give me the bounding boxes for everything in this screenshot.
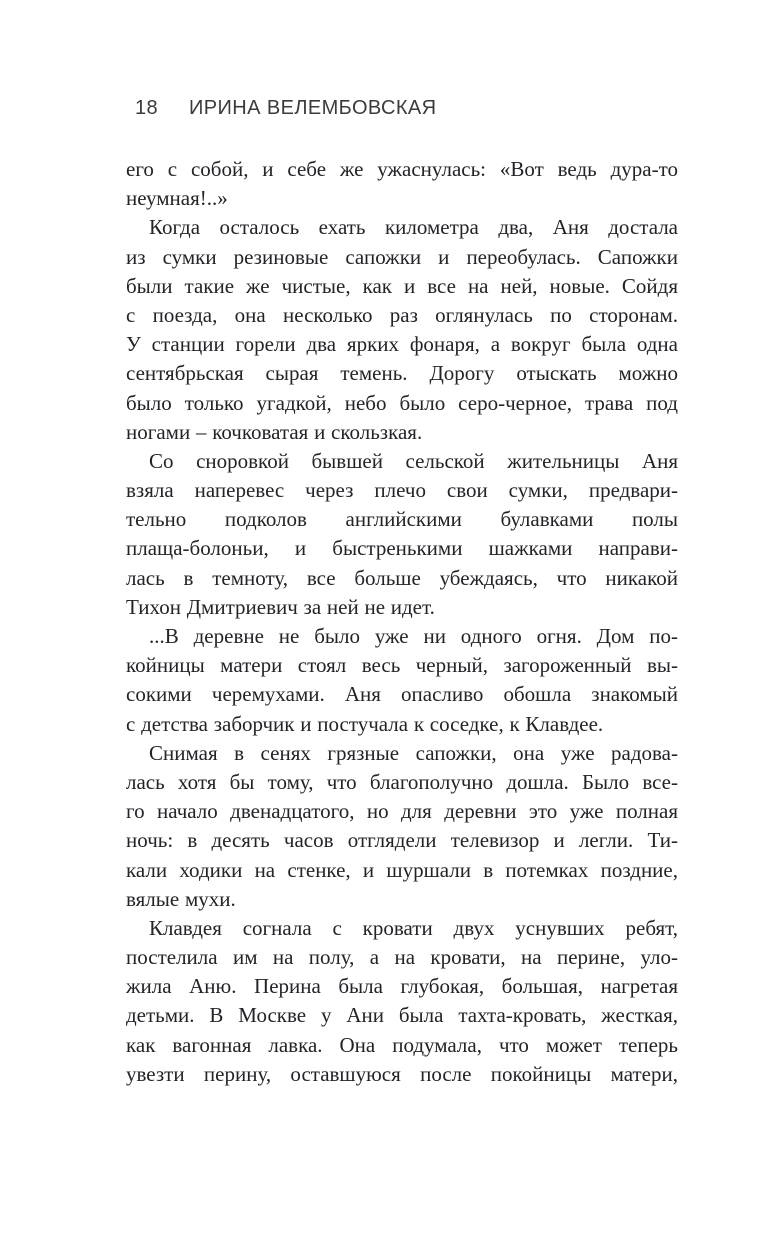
text-line: Тихон Дмитриевич за ней не идет. bbox=[126, 594, 435, 619]
text-line: детьми. В Москве у Ани была тахта-кровать, жесткая, bbox=[126, 1003, 678, 1028]
text-line: Со сноровкой бывшей сельской жительницы Аня bbox=[149, 448, 678, 473]
paragraph bbox=[126, 739, 678, 914]
paragraph bbox=[126, 213, 678, 447]
text-line: Когда осталось ехать километра два, Аня достала bbox=[149, 215, 678, 240]
page-body bbox=[126, 155, 678, 1089]
text-line: Снимая в сенях грязные сапожки, она уже радова- bbox=[149, 740, 678, 765]
page-number: 18 bbox=[135, 97, 159, 119]
text-line: неумная!..» bbox=[126, 186, 228, 211]
text-line: с детства заборчик и постучала к соседке, к Клавдее. bbox=[126, 711, 604, 736]
running-header bbox=[135, 97, 436, 119]
text-line: было только угадкой, небо было серо-черное, трава под bbox=[126, 390, 678, 415]
text-line: кали ходики на стенке, и шуршали в потемках поздние, bbox=[126, 857, 678, 882]
text-line: как вагонная лавка. Она подумала, что может теперь bbox=[126, 1032, 678, 1057]
text-line: вялые мухи. bbox=[126, 886, 236, 911]
text-line: У станции горели два ярких фонаря, а вокруг была одна bbox=[126, 332, 678, 357]
text-line: ...В деревне не было уже ни одного огня. Дом по- bbox=[149, 624, 678, 648]
paragraph bbox=[126, 155, 678, 213]
text-line: ногами – кочковатая и скользкая. bbox=[126, 419, 423, 444]
text-line: лась хотя бы тому, что благополучно дошла. Было все- bbox=[126, 769, 678, 794]
text-line: тельно подколов английскими булавками полы bbox=[126, 507, 678, 532]
text-line: лась в темноту, все больше убеждаясь, что никакой bbox=[126, 565, 678, 590]
text-line: койницы матери стоял весь черный, загороженный вы- bbox=[126, 653, 678, 678]
text-line: Клавдея согнала с кровати двух уснувших ребят, bbox=[149, 915, 678, 940]
text-line: увезти перину, оставшуюся после покойницы матери, bbox=[126, 1061, 678, 1086]
text-line: взяла наперевес через плечо свои сумки, предвари- bbox=[126, 478, 678, 503]
text-line: постелила им на полу, а на кровати, на перине, уло- bbox=[126, 945, 678, 970]
paragraph bbox=[126, 622, 678, 739]
paragraph bbox=[126, 914, 678, 1089]
text-line: из сумки резиновые сапожки и переобулась. Сапожки bbox=[126, 244, 678, 269]
text-line: плаща-болоньи, и быстренькими шажками направи- bbox=[126, 536, 678, 561]
text-line: с поезда, она несколько раз оглянулась по сторонам. bbox=[126, 302, 678, 327]
paragraph bbox=[126, 447, 678, 622]
text-line: сокими черемухами. Аня опасливо обошла знакомый bbox=[126, 682, 678, 707]
author-name: ИРИНА ВЕЛЕМБОВСКАЯ bbox=[189, 97, 437, 119]
text-line: его с собой, и себе же ужаснулась: «Вот ведь дура-то bbox=[126, 157, 678, 181]
text-line: сентябрьская сырая темень. Дорогу отыскать можно bbox=[126, 361, 678, 386]
text-line: го начало двенадцатого, но для деревни это уже полная bbox=[126, 799, 678, 824]
text-line: ночь: в десять часов отглядели телевизор и легли. Ти- bbox=[126, 828, 678, 853]
text-line: были такие же чистые, как и все на ней, новые. Сойдя bbox=[126, 273, 678, 298]
text-line: жила Аню. Перина была глубокая, большая, нагретая bbox=[126, 974, 678, 999]
